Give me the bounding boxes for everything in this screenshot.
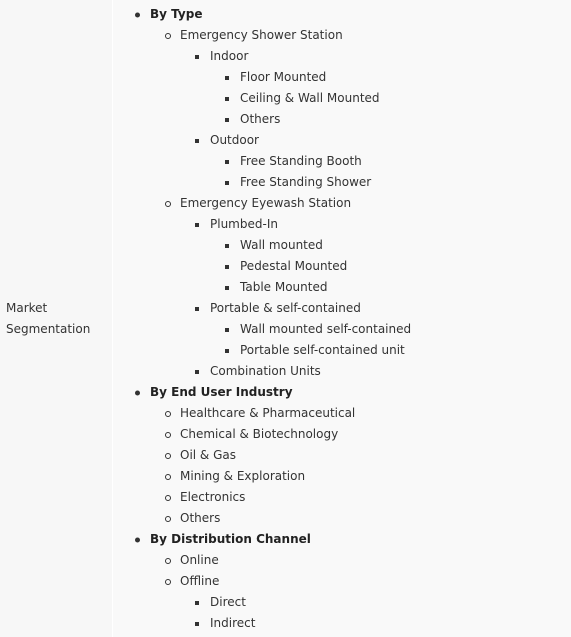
list-item [150,25,571,193]
sub-list [180,592,571,634]
circle-bullet-icon [165,558,171,564]
circle-bullet-icon [165,201,171,207]
row-label: Market Segmentation [6,300,91,336]
segment-label: Online [180,553,219,567]
segment-label: Floor Mounted [240,70,327,84]
square-bullet-icon [225,76,229,80]
square-bullet-icon [225,97,229,101]
list-item [210,172,571,193]
segment-label: Free Standing Booth [240,154,362,168]
list-item-line [180,25,571,46]
segment-label: Combination Units [210,364,321,378]
circle-bullet-icon [165,453,171,459]
segment-label: Electronics [180,490,246,504]
segmentation-content-cell [113,0,571,637]
segment-label: Others [240,112,281,126]
list-item [210,277,571,298]
disc-bullet-icon [135,390,140,395]
list-item [150,466,571,487]
sub-list [150,550,571,634]
sub-list [210,319,571,361]
list-item [180,214,571,298]
segment-label: Wall mounted self-contained [240,322,412,336]
sub-list [210,151,571,193]
square-bullet-icon [225,181,229,185]
square-bullet-icon [225,118,229,122]
segment-label: Emergency Eyewash Station [180,196,352,210]
segment-label: Wall mounted [240,238,323,252]
list-item-line [210,214,571,235]
segment-label: Chemical & Biotechnology [180,427,339,441]
segment-label: Table Mounted [240,280,328,294]
list-item [210,88,571,109]
segment-label: Emergency Shower Station [180,28,343,42]
list-item [150,193,571,382]
square-bullet-icon [195,55,199,59]
list-item-line [210,46,571,67]
list-item [210,319,571,340]
segment-label: Portable & self-contained [210,301,361,315]
square-bullet-icon [195,601,199,605]
segment-label: Oil & Gas [180,448,237,462]
list-item-line [210,613,571,634]
segment-label: Indirect [210,616,256,630]
list-item [180,298,571,361]
square-bullet-icon [195,307,199,311]
list-item [150,403,571,424]
segment-label: Others [180,511,221,525]
list-item [180,592,571,613]
segment-label: Pedestal Mounted [240,259,348,273]
list-item [113,382,571,529]
list-item [113,529,571,634]
segment-heading: By End User Industry [150,385,293,399]
segment-label: Mining & Exploration [180,469,306,483]
list-item [210,235,571,256]
list-item [150,550,571,571]
sub-list [180,46,571,193]
list-item [180,46,571,130]
list-item-line [240,88,571,109]
list-item [150,571,571,634]
list-item [150,445,571,466]
list-item [180,361,571,382]
list-item-line [180,508,571,529]
segment-label: Outdoor [210,133,259,147]
square-bullet-icon [225,244,229,248]
list-item-line [180,193,571,214]
square-bullet-icon [195,223,199,227]
sub-list [210,235,571,298]
segment-heading: By Type [150,7,203,21]
list-item-line [210,298,571,319]
list-item-line [240,67,571,88]
segment-label: Free Standing Shower [240,175,372,189]
sub-list [150,403,571,529]
sub-list [150,25,571,382]
square-bullet-icon [225,265,229,269]
segment-label: Indoor [210,49,249,63]
list-item [210,109,571,130]
list-item-line [240,319,571,340]
list-item [210,67,571,88]
segment-heading: By Distribution Channel [150,532,311,546]
list-item [113,4,571,382]
list-item-line [180,487,571,508]
list-item [150,487,571,508]
sub-list [210,67,571,130]
segment-label: Plumbed-In [210,217,278,231]
circle-bullet-icon [165,495,171,501]
list-item [180,613,571,634]
list-item [210,256,571,277]
disc-bullet-icon [135,12,140,17]
list-item [150,508,571,529]
circle-bullet-icon [165,432,171,438]
list-item-line [240,109,571,130]
list-item-line [180,445,571,466]
square-bullet-icon [195,622,199,626]
segment-label: Offline [180,574,220,588]
list-item-line [210,130,571,151]
circle-bullet-icon [165,411,171,417]
segment-label: Direct [210,595,246,609]
list-item-line [180,424,571,445]
circle-bullet-icon [165,579,171,585]
list-item-line [240,172,571,193]
square-bullet-icon [195,370,199,374]
list-item-line [210,361,571,382]
list-item-line [150,4,571,25]
square-bullet-icon [225,286,229,290]
segment-label: Ceiling & Wall Mounted [240,91,380,105]
square-bullet-icon [225,160,229,164]
circle-bullet-icon [165,33,171,39]
list-item-line [240,277,571,298]
segmentation-tree [113,4,571,634]
list-item-line [210,592,571,613]
list-item-line [180,550,571,571]
list-item-line [240,235,571,256]
list-item-line [150,529,571,550]
list-item-line [180,466,571,487]
list-item-line [240,151,571,172]
list-item [210,151,571,172]
list-item [180,130,571,193]
segment-label: Portable self-contained unit [240,343,405,357]
list-item-line [240,256,571,277]
list-item-line [180,571,571,592]
square-bullet-icon [225,349,229,353]
list-item-line [180,403,571,424]
segment-label: Healthcare & Pharmaceutical [180,406,356,420]
row-label-cell [0,0,113,637]
circle-bullet-icon [165,516,171,522]
circle-bullet-icon [165,474,171,480]
list-item [210,340,571,361]
square-bullet-icon [195,139,199,143]
sub-list [180,214,571,382]
list-item [150,424,571,445]
list-item-line [150,382,571,403]
disc-bullet-icon [135,537,140,542]
square-bullet-icon [225,328,229,332]
list-item-line [240,340,571,361]
